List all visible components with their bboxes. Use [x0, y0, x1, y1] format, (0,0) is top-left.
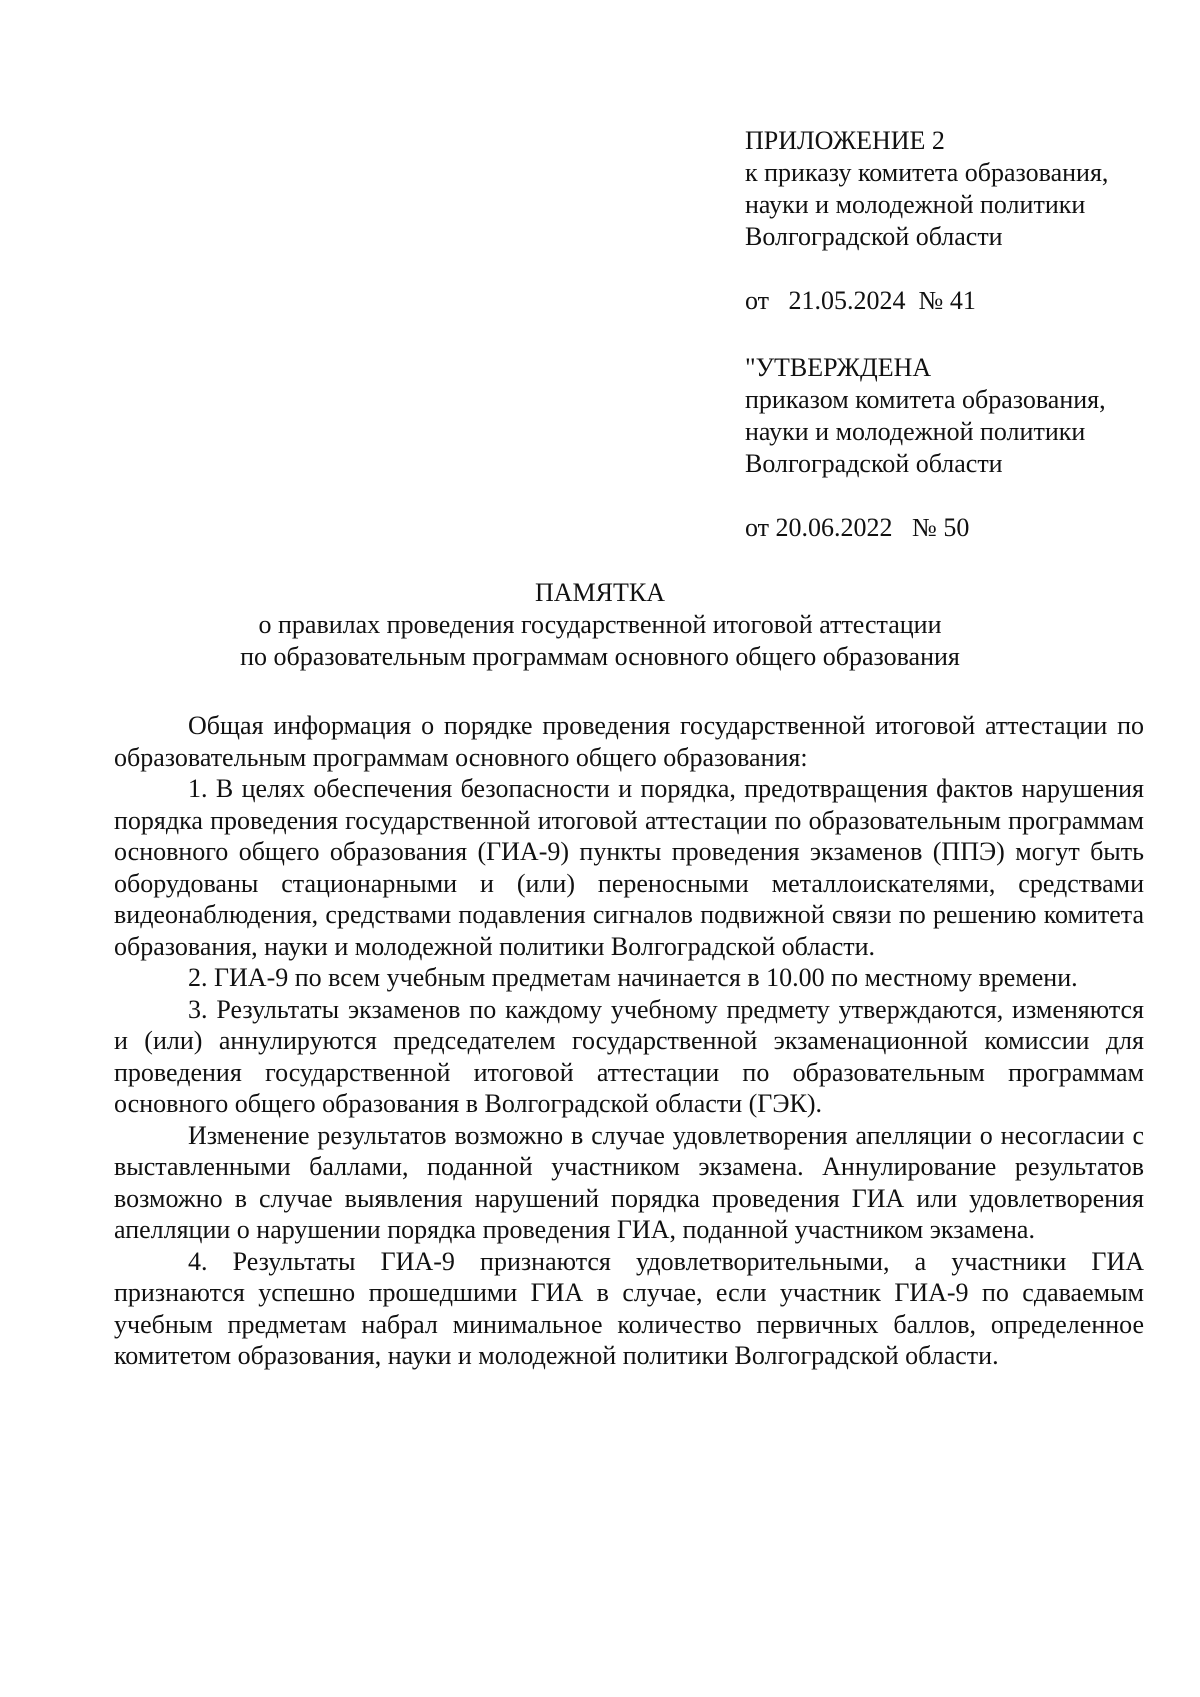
- appendix-line: науки и молодежной политики: [745, 190, 1086, 219]
- approved-line: приказом комитета образования,: [745, 385, 1106, 414]
- body-paragraph-3: 3. Результаты экзаменов по каждому учебному предмету утверждаются, изменяются и (или) аннулируются председателем государственной экзаменационной комиссии для проведения государственной итоговой аттестации по образовательным программам основного общего образования в Волгоградской области (ГЭК).: [114, 994, 1144, 1118]
- approved-line: науки и молодежной политики: [745, 417, 1086, 446]
- approved-date: 20.06.2022: [775, 513, 893, 542]
- body-paragraph-intro: Общая информация о порядке проведения государственной итоговой аттестации по образовательным программам основного общего образования:: [114, 711, 1144, 772]
- body-paragraph-1: 1. В целях обеспечения безопасности и порядка, предотвращения фактов нарушения порядка проведения государственной итоговой аттестации по образовательным программам основного общего образования (ГИА-9) пункты проведения экзаменов (ППЭ) могут быть оборудованы стационарными и (или) переносными металлоискателями, средствами видеонаблюдения, средствами подавления сигналов подвижной связи по решению комитета образования, науки и молодежной политики Волгоградской области.: [114, 774, 1144, 961]
- approved-title: "УТВЕРЖДЕНА: [745, 353, 932, 382]
- appendix-line: к приказу комитета образования,: [745, 158, 1109, 187]
- body-paragraph-3-continued: Изменение результатов возможно в случае удовлетворения апелляции о несогласии с выставленными баллами, поданной участником экзамена. Аннулирование результатов возможно в случае выявления нарушений порядка проведения ГИА или удовлетворения апелляции о нарушении порядка проведения ГИА, поданной участником экзамена.: [114, 1120, 1144, 1244]
- approved-number: № 50: [912, 513, 970, 542]
- appendix-line: Волгоградской области: [745, 222, 1003, 251]
- approved-reference: [745, 512, 1175, 544]
- document-title-block: [100, 577, 1100, 673]
- approved-prefix: от: [745, 513, 770, 542]
- approved-line: Волгоградской области: [745, 449, 1003, 478]
- approved-block: [745, 352, 1175, 480]
- document-body: [114, 710, 1144, 1372]
- document-subtitle-line: о правилах проведения государственной итоговой аттестации: [258, 610, 942, 639]
- document-subtitle-line: по образовательным программам основного общего образования: [240, 642, 960, 671]
- appendix-block: [745, 125, 1175, 253]
- order-reference: [745, 285, 1175, 317]
- order-date: 21.05.2024: [788, 286, 906, 315]
- document-heading: ПАМЯТКА: [534, 578, 665, 607]
- order-prefix: от: [745, 286, 770, 315]
- order-number: № 41: [918, 286, 976, 315]
- appendix-title: ПРИЛОЖЕНИЕ 2: [745, 126, 945, 155]
- body-paragraph-4: 4. Результаты ГИА-9 признаются удовлетворительными, а участники ГИА признаются успешно прошедшими ГИА в случае, если участник ГИА-9 по сдаваемым учебным предметам набрал минимальное количество первичных баллов, определенное комитетом образования, науки и молодежной политики Волгоградской области.: [114, 1246, 1144, 1370]
- body-paragraph-2: 2. ГИА-9 по всем учебным предметам начинается в 10.00 по местному времени.: [188, 963, 1078, 992]
